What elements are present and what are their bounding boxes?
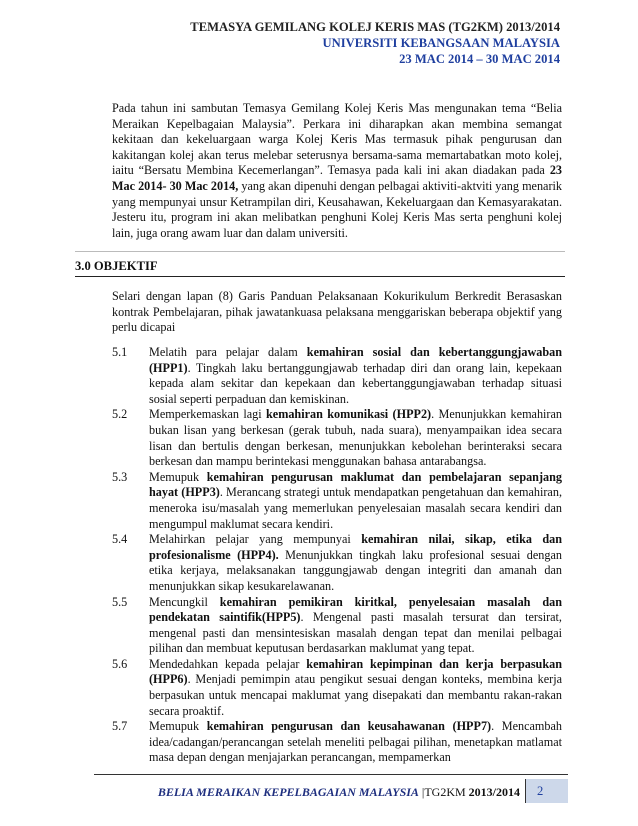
item-text-bold: kemahiran pemikiran kiritkal, penyelesaian masalah dan pendekatan saintifik(HPP5) (149, 594, 562, 625)
list-item (112, 470, 562, 532)
item-text-post: . Mengenal pasti masalah tersurat dan tersirat, mengenal pasti dan mensintesiskan masalah dengan tepat dan menilai pelbagai pilihan dan membuat keputusan berdasarkan maklumat yang tepat. (149, 610, 562, 656)
item-text-post: . Mencambah idea/cadangan/perancangan setelah meneliti pelbagai pilihan, menetapkan matlamat masa depan dengan menjajarkan perancangan, mempamerkan (149, 719, 562, 765)
header-dates: 23 MAC 2014 – 30 MAC 2014 (399, 52, 560, 66)
item-text (149, 595, 562, 657)
intro-paragraph (112, 101, 562, 241)
item-text (149, 407, 562, 469)
item-text-post: . Tingkah laku bertanggungjawab terhadap diri dan orang lain, kepekaan kepada alam sekitar dan kepekaan dan kebertanggungjawaban terhadap situasi sosial seperti perpaduan dan kemiskinan. (149, 360, 562, 406)
item-number: 5.1 (112, 345, 128, 359)
item-text-bold: kemahiran pengurusan maklumat dan pembelajaran sepanjang hayat (HPP3) (149, 469, 562, 500)
item-text-bold: kemahiran kepimpinan dan kerja berpasukan (HPP6) (149, 656, 562, 687)
section-heading: 3.0 OBJEKTIF (75, 259, 565, 277)
item-text-pre: Memperkemaskan lagi (149, 407, 266, 422)
item-text (149, 470, 562, 532)
item-text (149, 532, 562, 594)
item-text-pre: Mendedahkan kepada pelajar (149, 656, 307, 671)
item-number: 5.5 (112, 594, 128, 609)
list-item (112, 532, 562, 594)
item-number: 5.3 (112, 469, 128, 484)
header-event-title: TEMASYA GEMILANG KOLEJ KERIS MAS (TG2KM) 2013/2014 (190, 20, 560, 34)
item-text-bold: kemahiran komunikasi (HPP2) (266, 407, 432, 422)
page-footer (94, 774, 568, 805)
item-text-bold: kemahiran sosial dan kebertanggungjawaban (HPP1) (149, 345, 563, 375)
item-text-bold: kemahiran nilai, sikap, etika dan profesionalisme (HPP4). (149, 532, 562, 562)
item-text-post: . Menunjukkan kemahiran bukan lisan yang berkesan (gerak tubuh, nada suara), menyampaikan idea secara lisan dan bertulis dengan berkesan, menunjukkan kebolehan berinteraksi secara berkesan dan mampu berintekasi menggunakan bahasa antarabangsa. (149, 407, 562, 469)
item-text-pre: Memupuk (149, 719, 207, 734)
item-text-pre: Melahirkan pelajar yang mempunyai (149, 532, 362, 547)
item-text (149, 719, 562, 766)
item-text-bold: kemahiran pengurusan dan keusahawanan (HPP7) (206, 719, 492, 734)
list-item (112, 719, 562, 766)
item-number: 5.2 (112, 407, 128, 422)
page-number: 2 (537, 784, 544, 798)
item-text-post: Menunjukkan tingkah laku profesional sesuai dengan etika kerjaya, melaksanakan tanggungjawab dengan integriti dan amanah dan menunjukkan sikap kesukarelawanan. (149, 547, 562, 593)
footer-title: BELIA MERAIKAN KEPELBAGAIAN MALAYSIA (157, 785, 419, 799)
list-item (112, 595, 562, 657)
item-text-post: . Merancang strategi untuk mendapatkan pengetahuan dan kemahiran, meneroka isu/masalah yang memerlukan penyelesaian masalah secara kendiri dan mengumpul maklumat secara kendiri. (149, 485, 562, 531)
item-number: 5.4 (112, 532, 128, 547)
intro-dates-bold: 23 Mac 2014- 30 Mac 2014, (112, 163, 562, 193)
item-text-post: . Menjadi pemimpin atau pengikut sesuai dengan konteks, membina kerja berpasukan untuk mencapai maklumat yang disepakati dan membantu rakan-rakan secara proaktif. (149, 672, 562, 718)
header-university: UNIVERSITI KEBANGSAAN MALAYSIA (322, 36, 560, 50)
item-text-pre: Memupuk (149, 469, 207, 484)
intro-text-2: yang akan dipenuhi dengan pelbagai aktiviti-aktviti yang menarik yang mempunyai unsur Ketrampilan diri, Keusahawan, Kekeluargaan dan Kemasyarakatan. Jesteru itu, program ini akan melibatkan penghuni Kolej Keris Mas serta penghuni kolej lain, juga orang awam luar dan dalam universiti. (112, 178, 562, 240)
page-header (190, 19, 560, 67)
list-item (112, 407, 562, 469)
item-number: 5.7 (112, 719, 128, 734)
list-item (112, 345, 562, 407)
list-item (112, 657, 562, 719)
item-text-pre: Mencungkil (149, 594, 220, 609)
footer-year: 2013/2014 (468, 785, 520, 799)
footer-text (158, 785, 520, 800)
objectives-list (112, 345, 562, 766)
item-text (149, 657, 562, 719)
footer-separator: |TG2KM (418, 785, 469, 799)
item-text (149, 345, 562, 407)
section-intro: Selari dengan lapan (8) Garis Panduan Pelaksanaan Kokurikulum Berkredit Berasaskan kontrak Pembelajaran, pihak jawatankuasa pelaksana menggariskan beberapa objektif yang perlu dicapai (112, 289, 562, 335)
page-number-box (525, 779, 568, 803)
intro-text-1: Pada tahun ini sambutan Temasya Gemilang Kolej Keris Mas mengunakan tema “Belia Meraikan Kepelbagaian Malaysia”. Perkara ini diharapkan akan membina semangat kekitaan dan kekeluargaan warga Kolej Keris Mas termasuk pihak pengurusan dan kakitangan kolej akan terus melebar seterusnya bersama-sama memartabatkan moto kolej, iaitu “Bersatu Membina Kecemerlangan”. Temasya pada kali ini akan diadakan pada (112, 101, 562, 178)
item-number: 5.6 (112, 656, 128, 671)
item-text-pre: Melatih para pelajar dalam (149, 345, 307, 359)
